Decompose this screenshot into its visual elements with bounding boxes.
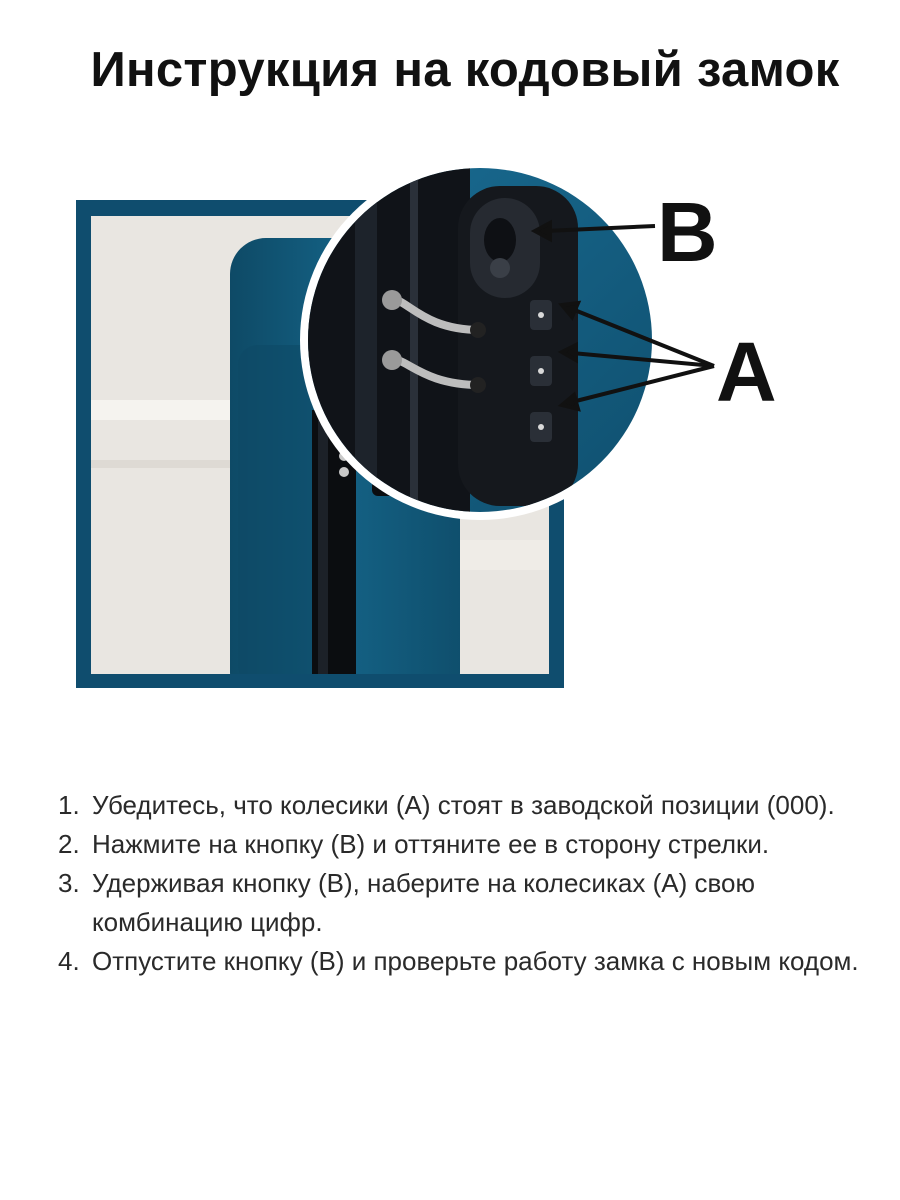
- instruction-number: 3.: [58, 868, 80, 898]
- instructions-list: [58, 786, 878, 981]
- instruction-item: [58, 864, 878, 942]
- label-b: B: [657, 185, 718, 279]
- instruction-text: Убедитесь, что колесики (А) стоят в заводской позиции (000).: [92, 790, 835, 820]
- label-a: A: [716, 325, 777, 419]
- lock-illustration: [0, 160, 900, 720]
- instruction-text: Удерживая кнопку (В), наберите на колесиках (А) свою комбинацию цифр.: [92, 868, 755, 937]
- instruction-number: 2.: [58, 829, 80, 859]
- instruction-item: [58, 942, 878, 981]
- suitcase-lock-photo: [0, 160, 900, 720]
- page-title: Инструкция на кодовый замок: [90, 43, 840, 97]
- instruction-number: 4.: [58, 946, 80, 976]
- instruction-item: [58, 825, 878, 864]
- instruction-text: Отпустите кнопку (В) и проверьте работу замка с новым кодом.: [92, 946, 859, 976]
- instruction-number: 1.: [58, 790, 80, 820]
- instruction-item: [58, 786, 878, 825]
- instruction-text: Нажмите на кнопку (В) и оттяните ее в сторону стрелки.: [92, 829, 770, 859]
